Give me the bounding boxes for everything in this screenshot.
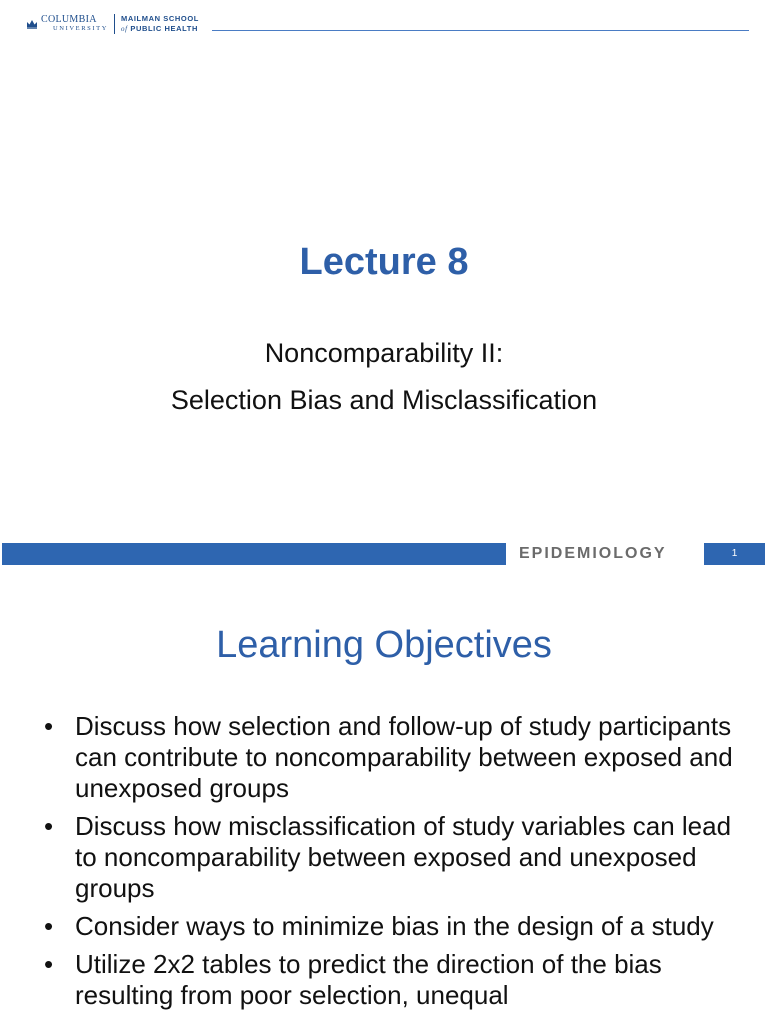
learning-objectives-title: Learning Objectives (216, 624, 552, 666)
logo-columbia-text (41, 15, 108, 33)
list-item (44, 711, 744, 804)
lecture-title: Lecture 8 (299, 241, 469, 283)
objective-text: Consider ways to minimize bias in the design of a study (75, 911, 714, 941)
crown-icon (26, 19, 38, 29)
header-rule (212, 30, 749, 31)
logo-of-word: of (121, 24, 128, 33)
objectives-list (44, 711, 744, 1018)
list-item (44, 949, 744, 1011)
bullet-marker: • (44, 911, 54, 941)
slide-2 (0, 589, 768, 1024)
bullet-marker: • (44, 711, 54, 741)
objective-text: Discuss how misclassification of study variables can lead to noncomparability between exposed and unexposed groups (75, 811, 732, 903)
list-item (44, 911, 744, 942)
footer-band (2, 543, 506, 565)
slide-number: 1 (704, 543, 765, 565)
footer-label: EPIDEMIOLOGY (519, 545, 667, 562)
subtitle-line-2: Selection Bias and Misclassification (170, 385, 598, 415)
logo-public-health-line (121, 25, 199, 33)
subtitle-line-1: Noncomparability II: (264, 338, 504, 368)
logo-mailman-text (121, 15, 199, 33)
objective-text: Discuss how selection and follow-up of study participants can contribute to noncomparability between exposed and unexposed groups (75, 711, 733, 803)
bullet-marker: • (44, 811, 54, 841)
columbia-mailman-logo (26, 13, 199, 35)
objective-text: Utilize 2x2 tables to predict the direction of the bias resulting from poor selection, unequal (75, 949, 662, 1010)
logo-columbia-word: COLUMBIA (41, 14, 97, 26)
bullet-marker: • (44, 949, 54, 979)
lecture-subtitle (0, 330, 768, 424)
logo-public-health: PUBLIC HEALTH (130, 23, 199, 33)
logo-university-word: UNIVERSITY (53, 25, 108, 33)
logo-mailman-school: MAILMAN SCHOOL (121, 14, 199, 24)
list-item (44, 811, 744, 904)
logo-divider (114, 14, 115, 34)
